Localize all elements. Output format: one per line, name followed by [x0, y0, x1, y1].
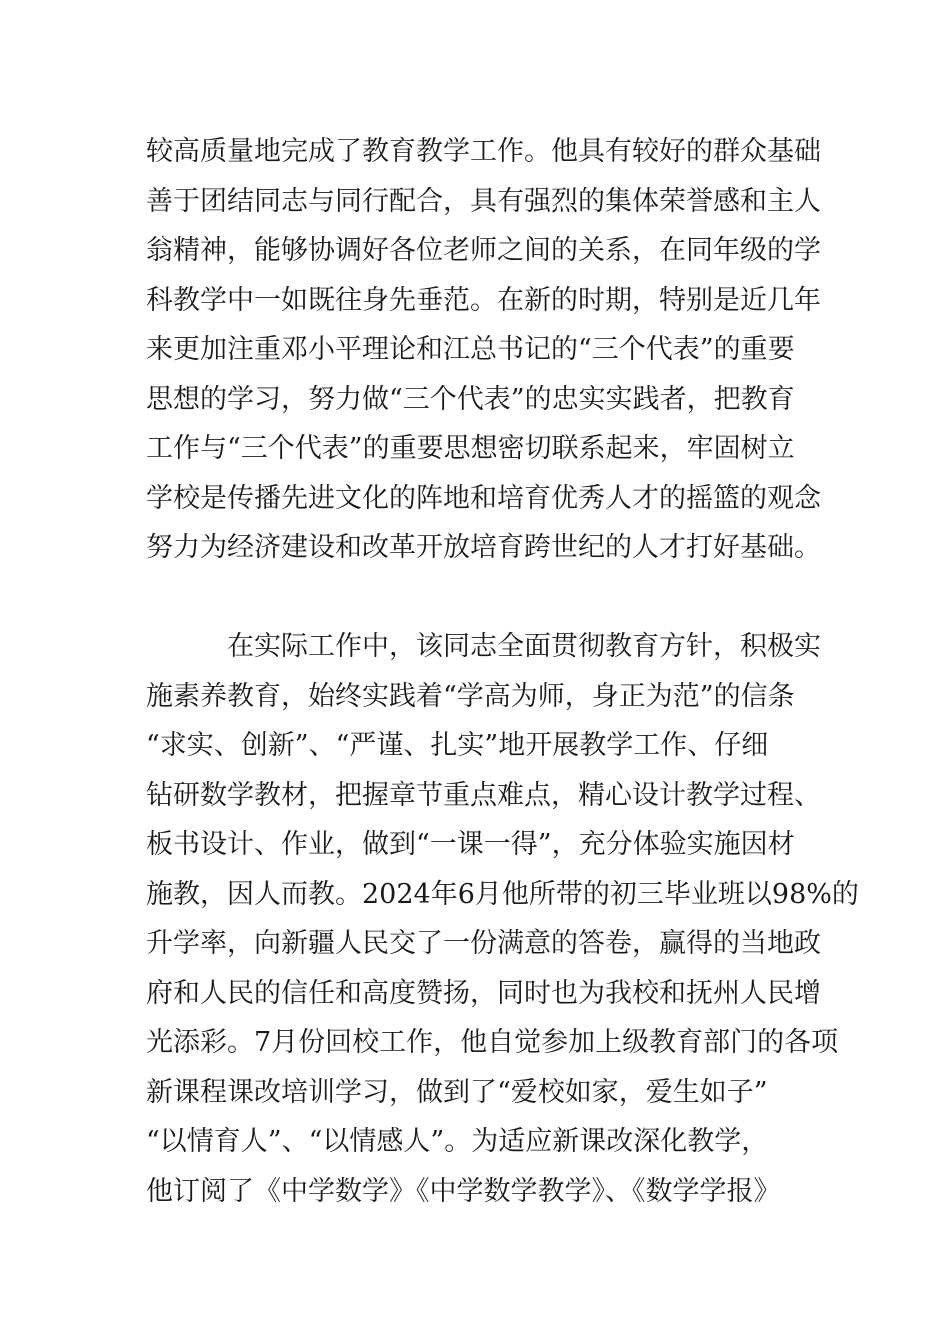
- text-line: 学校是传播先进文化的阵地和培育优秀人才的摇篮的观念: [146, 482, 821, 514]
- text-line: “以情育人”、“以情感人”。为适应新课改深化教学，: [146, 1126, 769, 1157]
- text-line: 努力为经济建设和改革开放培育跨世纪的人才打好基础。: [146, 532, 821, 563]
- paragraph-2: [146, 626, 859, 1220]
- text-line: 工作与“三个代表”的重要思想密切联系起来，牢固树立: [146, 433, 795, 464]
- text-line: 板书设计、作业，做到“一课一得”，充分体验实施因材: [146, 829, 795, 860]
- text-line: 在实际工作中，该同志全面贯彻教育方针，积极实: [227, 631, 821, 662]
- text-line: 新课程课改培训学习，做到了“爱校如家，爱生如子”: [146, 1076, 768, 1108]
- text-line: 思想的学习，努力做“三个代表”的忠实实践者，把教育: [146, 383, 795, 415]
- text-line: 施素养教育，始终实践着“学高为师，身正为范”的信条: [146, 680, 795, 712]
- paragraph-1: [146, 131, 821, 577]
- text-line: 善于团结同志与同行配合，具有强烈的集体荣誉感和主人: [146, 185, 821, 217]
- text-line: 施教，因人而教。2024年6月他所带的初三毕业班以98%的: [146, 878, 859, 910]
- text-line: 光添彩。7月份回校工作，他自觉参加上级教育部门的各项: [146, 1027, 839, 1058]
- text-line: 他订阅了《中学数学》《中学数学教学》、《数学学报》: [146, 1175, 781, 1207]
- text-line: 升学率，向新疆人民交了一份满意的答卷，赢得的当地政: [146, 928, 821, 959]
- text-line: 科教学中一如既往身先垂范。在新的时期，特别是近几年: [146, 284, 821, 316]
- text-line: 较高质量地完成了教育教学工作。他具有较好的群众基础: [146, 136, 821, 167]
- text-line: 钻研数学教材，把握章节重点难点，精心设计教学过程、: [146, 779, 821, 811]
- text-line: 来更加注重邓小平理论和江总书记的“三个代表”的重要: [146, 334, 795, 365]
- text-line: “求实、创新”、“严谨、扎实”地开展教学工作、仔细: [146, 730, 769, 761]
- text-line: 翁精神，能够协调好各位老师之间的关系，在同年级的学: [146, 235, 821, 266]
- text-line: 府和人民的信任和高度赞扬，同时也为我校和抚州人民增: [146, 977, 821, 1009]
